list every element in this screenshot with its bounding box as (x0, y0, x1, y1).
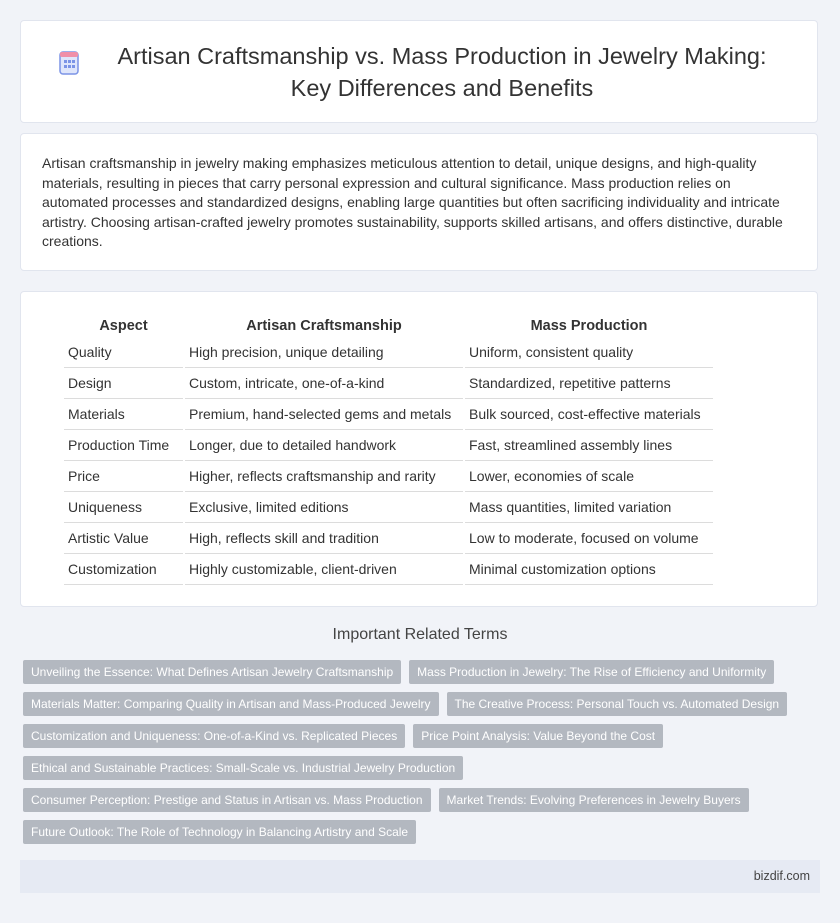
related-term-tag[interactable]: Consumer Perception: Prestige and Status in Artisan vs. Mass Production (23, 788, 431, 812)
header-mass: Mass Production (530, 317, 648, 334)
table-row (64, 554, 713, 585)
related-term-tag[interactable]: The Creative Process: Personal Touch vs. Automated Design (447, 692, 788, 716)
cell-artisan: Longer, due to detailed handwork (185, 430, 463, 461)
related-term-tag[interactable]: Price Point Analysis: Value Beyond the Cost (413, 724, 663, 748)
cell-aspect: Customization (64, 554, 183, 585)
footer (20, 860, 820, 893)
cell-mass: Mass quantities, limited variation (465, 492, 713, 523)
related-term-tag[interactable]: Customization and Uniqueness: One-of-a-Kind vs. Replicated Pieces (23, 724, 405, 748)
cell-artisan: High precision, unique detailing (185, 337, 463, 368)
cell-mass: Standardized, repetitive patterns (465, 368, 713, 399)
table-header-row (64, 312, 713, 337)
cell-mass: Fast, streamlined assembly lines (465, 430, 713, 461)
related-term-tag[interactable]: Market Trends: Evolving Preferences in Jewelry Buyers (439, 788, 749, 812)
cell-artisan: Premium, hand-selected gems and metals (185, 399, 463, 430)
cell-artisan: Higher, reflects craftsmanship and rarity (185, 461, 463, 492)
intro-card (20, 133, 818, 271)
cell-aspect: Price (64, 461, 183, 492)
table-row (64, 461, 713, 492)
intro-paragraph: Artisan craftsmanship in jewelry making emphasizes meticulous attention to detail, unique designs, and high-quality materials, resulting in pieces that carry personal expression and cultural significance. Mass production relies on automated processes and standardized designs, enabling large quantities but often sacrificing individuality and intricate artistry. Choosing artisan-crafted jewelry promotes sustainability, supports skilled artisans, and offers distinctive, durable creations. (42, 155, 783, 249)
cell-artisan: Highly customizable, client-driven (185, 554, 463, 585)
cell-mass: Low to moderate, focused on volume (465, 523, 713, 554)
cell-mass: Bulk sourced, cost-effective materials (465, 399, 713, 430)
cell-mass: Lower, economies of scale (465, 461, 713, 492)
cell-artisan: Exclusive, limited editions (185, 492, 463, 523)
table-row (64, 368, 713, 399)
comparison-table (62, 312, 715, 585)
cell-artisan: Custom, intricate, one-of-a-kind (185, 368, 463, 399)
cell-aspect: Production Time (64, 430, 183, 461)
cell-aspect: Uniqueness (64, 492, 183, 523)
cell-aspect: Quality (64, 337, 183, 368)
page-title: Artisan Craftsmanship vs. Mass Production in Jewelry Making: Key Differences and Benefits (117, 42, 767, 101)
table-row (64, 430, 713, 461)
header-artisan: Artisan Craftsmanship (246, 317, 402, 334)
comparison-card (20, 291, 818, 607)
related-term-tag[interactable]: Materials Matter: Comparing Quality in Artisan and Mass-Produced Jewelry (23, 692, 439, 716)
header-aspect: Aspect (99, 317, 148, 334)
table-row (64, 337, 713, 368)
cell-aspect: Materials (64, 399, 183, 430)
cell-mass: Uniform, consistent quality (465, 337, 713, 368)
table-row (64, 399, 713, 430)
related-term-tag[interactable]: Future Outlook: The Role of Technology in Balancing Artistry and Scale (23, 820, 416, 844)
document-grid-icon (56, 63, 102, 81)
related-term-tag[interactable]: Unveiling the Essence: What Defines Artisan Jewelry Craftsmanship (23, 660, 401, 684)
related-term-tag[interactable]: Ethical and Sustainable Practices: Small-Scale vs. Industrial Jewelry Production (23, 756, 463, 780)
cell-artisan: High, reflects skill and tradition (185, 523, 463, 554)
related-terms-list (23, 660, 803, 852)
cell-aspect: Artistic Value (64, 523, 183, 554)
header-card (20, 20, 818, 123)
cell-aspect: Design (64, 368, 183, 399)
related-terms-heading: Important Related Terms (332, 626, 508, 643)
related-term-tag[interactable]: Mass Production in Jewelry: The Rise of Efficiency and Uniformity (409, 660, 774, 684)
table-row (64, 523, 713, 554)
cell-mass: Minimal customization options (465, 554, 713, 585)
footer-site-link[interactable]: bizdif.com (753, 869, 810, 883)
table-row (64, 492, 713, 523)
